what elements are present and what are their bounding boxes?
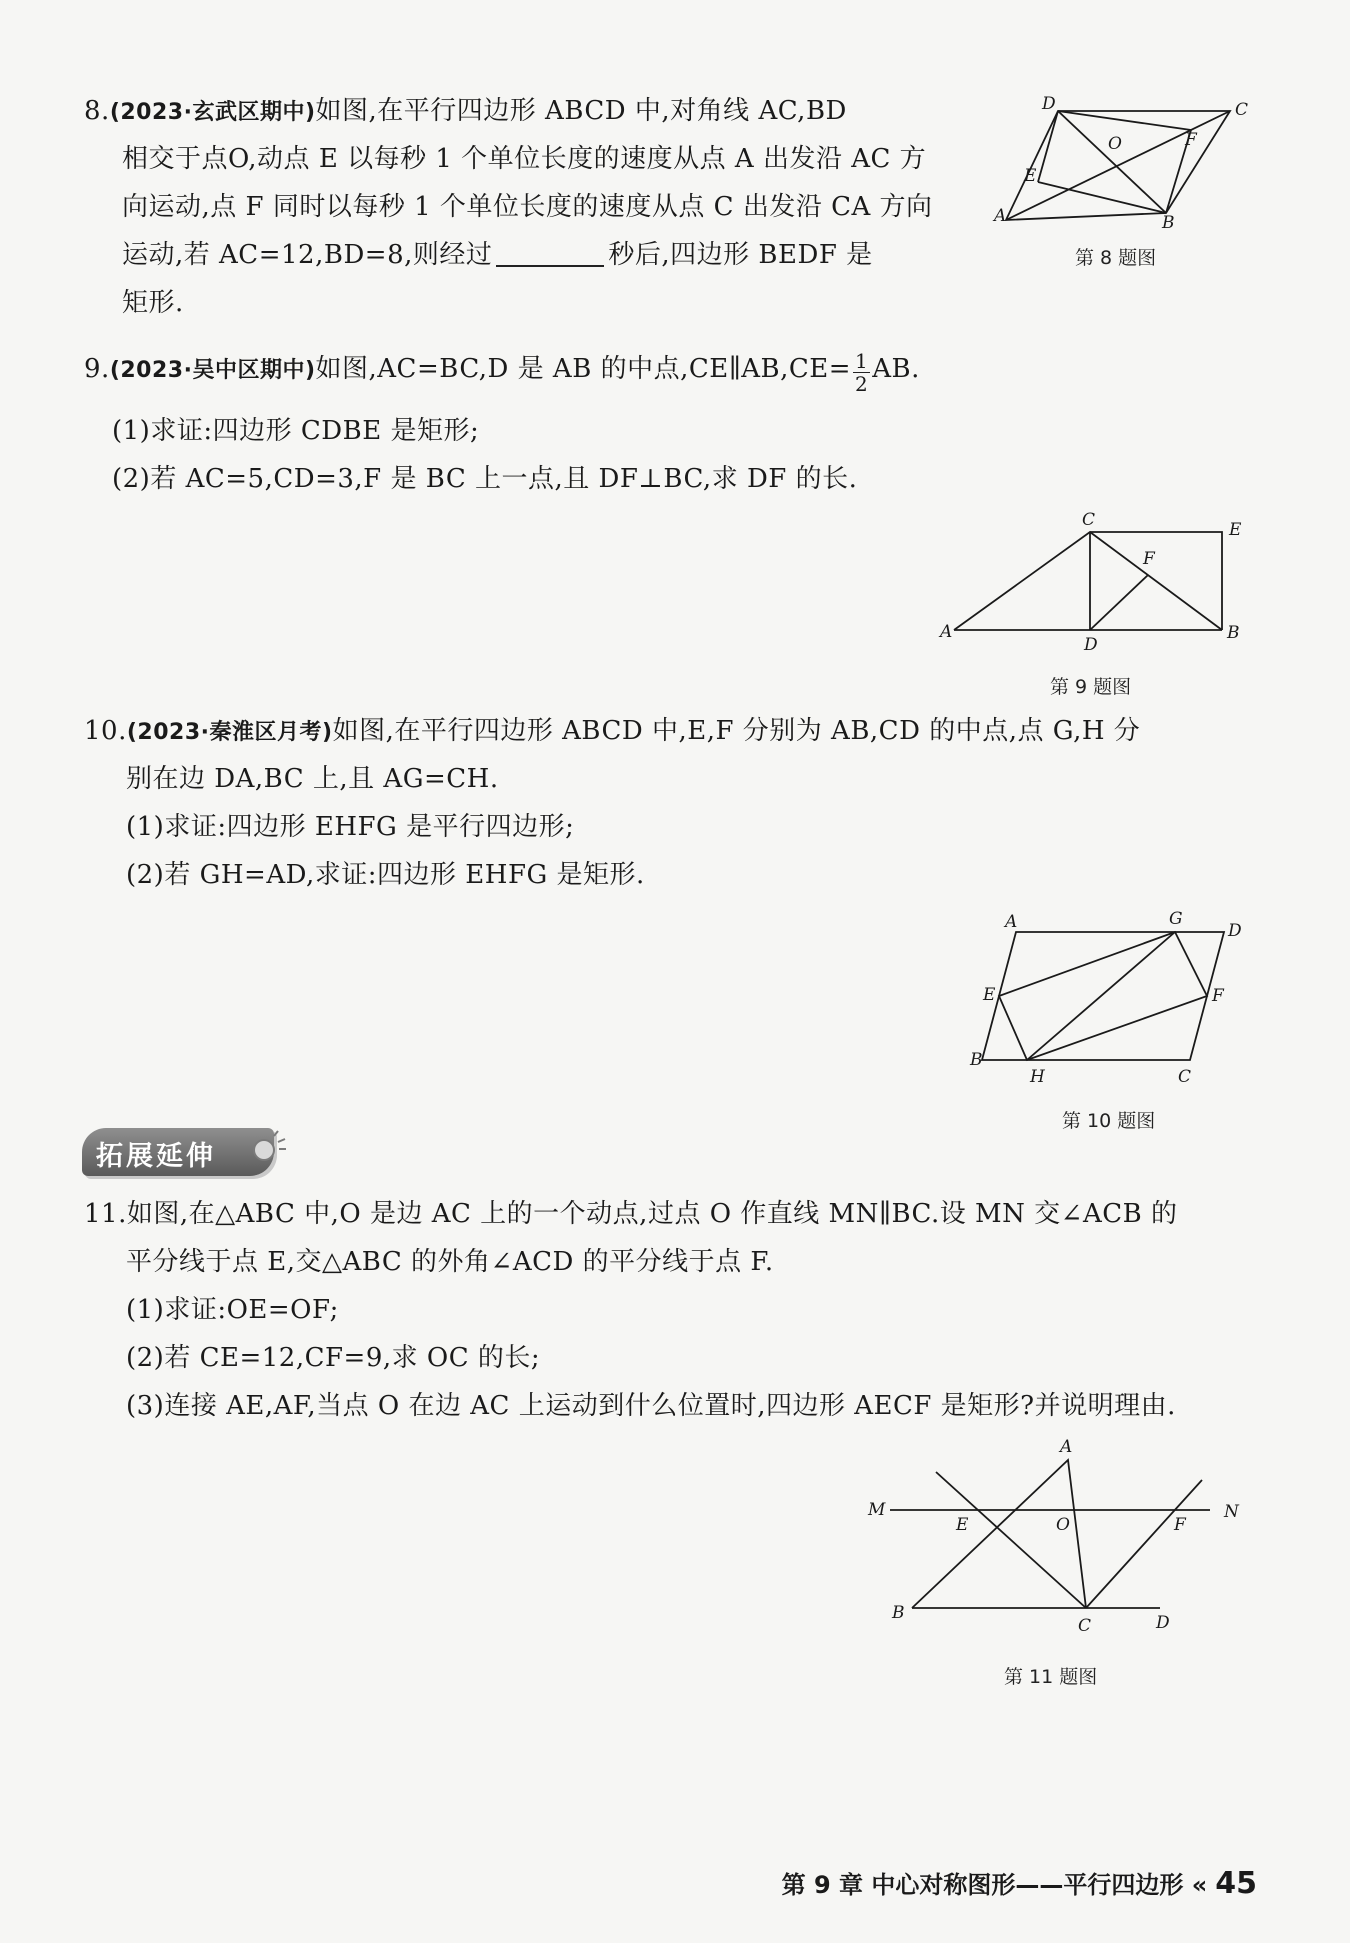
q9-fraction: [853, 350, 870, 395]
q11-bisector-cf: [1086, 1480, 1202, 1608]
q8-label-b: B: [1162, 213, 1175, 233]
q8-text-4b: 秒后,四边形 BEDF 是: [608, 240, 873, 270]
q8-label-c: C: [1235, 100, 1249, 120]
q8-segment-eb: [1038, 182, 1166, 213]
q8-text-1: 如图,在平行四边形 ABCD 中,对角线 AC,BD: [315, 96, 847, 126]
q9-segment-df: [1090, 575, 1148, 630]
q10-figure: [970, 909, 1242, 1092]
q10-number: 10.: [84, 716, 127, 746]
q8-label-d: D: [1042, 94, 1056, 114]
q9-part1: (1)求证:四边形 CDBE 是矩形;: [112, 416, 480, 446]
q9-label-f: F: [1143, 549, 1155, 569]
q10-text-1: 如图,在平行四边形 ABCD 中,E,F 分别为 AB,CD 的中点,点 G,H 分: [332, 716, 1141, 746]
q10-segment-gh: [1027, 932, 1175, 1060]
q9-stem-a: 如图,AC=BC,D 是 AB 的中点,CE∥AB,CE=: [315, 354, 852, 384]
section-title: 拓展延伸: [96, 1141, 216, 1172]
q10-label-e: E: [983, 985, 996, 1005]
q9-number: 9.: [84, 354, 110, 384]
section-banner: [82, 1128, 274, 1176]
q8-figure: [990, 94, 1250, 233]
q9-figure: [940, 510, 1242, 655]
q9-frac-denominator: 2: [855, 372, 869, 396]
q8-number: 8.: [84, 96, 110, 126]
q11-line1: [84, 1197, 1178, 1231]
q9-part2: (2)若 AC=5,CD=3,F 是 BC 上一点,且 DF⊥BC,求 DF 的长.: [112, 464, 858, 494]
q9-label-c: C: [1082, 510, 1096, 530]
q9-label-a: A: [940, 622, 953, 642]
q10-part2: (2)若 GH=AD,求证:四边形 EHFG 是矩形.: [126, 860, 645, 890]
q8-label-e: E: [1024, 166, 1037, 186]
q10-label-g: G: [1169, 909, 1183, 929]
q10-quad-ehfg: [999, 932, 1207, 1060]
q11-part1: (1)求证:OE=OF;: [126, 1295, 339, 1325]
q10-label-b: B: [970, 1050, 983, 1070]
q8-caption: 第 8 题图: [1075, 247, 1157, 269]
q11-label-f: F: [1174, 1515, 1186, 1535]
q9-source: (2023·吴中区期中): [109, 358, 316, 383]
q11-label-e: E: [956, 1515, 969, 1535]
q11-caption: 第 11 题图: [1004, 1666, 1098, 1688]
q11-label-c: C: [1078, 1616, 1092, 1636]
footer-chapter: 第 9 章 中心对称图形——平行四边形 «: [781, 1871, 1208, 1899]
q9-line1: [84, 350, 920, 395]
q8-line4: [122, 238, 873, 272]
q9-frac-numerator: 1: [855, 349, 869, 373]
q8-answer-blank[interactable]: [496, 241, 604, 267]
q8-segment-df: [1058, 111, 1191, 130]
q11-label-m: M: [868, 1500, 886, 1520]
q8-line1: [84, 94, 847, 130]
q9-label-b: B: [1227, 623, 1240, 643]
q10-label-h: H: [1030, 1067, 1045, 1087]
q8-source: (2023·玄武区期中): [109, 100, 316, 125]
q11-part3: (3)连接 AE,AF,当点 O 在边 AC 上运动到什么位置时,四边形 AECF 是矩形?并说明理由.: [126, 1391, 1176, 1421]
q11-bisector-ce: [936, 1472, 1086, 1608]
q8-line3: 向运动,点 F 同时以每秒 1 个单位长度的速度从点 C 出发沿 CA 方向: [122, 192, 933, 222]
q9-label-d: D: [1084, 635, 1098, 655]
q8-line2: 相交于点O,动点 E 以每秒 1 个单位长度的速度从点 A 出发沿 AC 方: [122, 144, 927, 174]
q11-label-a: A: [1060, 1437, 1073, 1457]
q11-label-b: B: [892, 1603, 905, 1623]
q10-line1: [84, 714, 1140, 750]
q11-label-o: O: [1056, 1515, 1070, 1535]
q10-line2: 别在边 DA,BC 上,且 AG=CH.: [126, 764, 499, 794]
q11-text-1: 如图,在△ABC 中,O 是边 AC 上的一个动点,过点 O 作直线 MN∥BC.设 MN 交∠ACB 的: [126, 1199, 1178, 1229]
q10-label-f: F: [1212, 986, 1224, 1006]
q9-caption: 第 9 题图: [1050, 676, 1132, 698]
q8-label-o: O: [1108, 134, 1122, 154]
q11-line2: 平分线于点 E,交△ABC 的外角∠ACD 的平分线于点 F.: [126, 1247, 774, 1277]
q10-caption: 第 10 题图: [1062, 1110, 1156, 1132]
q11-label-d: D: [1156, 1613, 1170, 1633]
page-number: 45: [1215, 1866, 1257, 1901]
q10-part1: (1)求证:四边形 EHFG 是平行四边形;: [126, 812, 575, 842]
q11-number: 11.: [84, 1199, 127, 1229]
q8-text-4a: 运动,若 AC=12,BD=8,则经过: [122, 240, 493, 270]
page-footer: [782, 1865, 1257, 1901]
q10-label-a: A: [1005, 912, 1018, 932]
q9-triangle-sides: [954, 532, 1222, 630]
q11-figure: [860, 1438, 1250, 1638]
q8-label-a: A: [994, 206, 1007, 226]
q10-label-c: C: [1178, 1067, 1192, 1087]
q8-line5: 矩形.: [122, 288, 184, 318]
q8-label-f: F: [1185, 130, 1197, 150]
q11-part2: (2)若 CE=12,CF=9,求 OC 的长;: [126, 1343, 541, 1373]
lightbulb-icon: [250, 1128, 290, 1168]
q9-stem-b: AB.: [872, 354, 920, 384]
q11-label-n: N: [1224, 1502, 1239, 1522]
q10-source: (2023·秦淮区月考): [126, 720, 333, 745]
q10-label-d: D: [1228, 921, 1242, 941]
q9-label-e: E: [1229, 520, 1242, 540]
q8-diagonal-bd: [1058, 111, 1166, 213]
